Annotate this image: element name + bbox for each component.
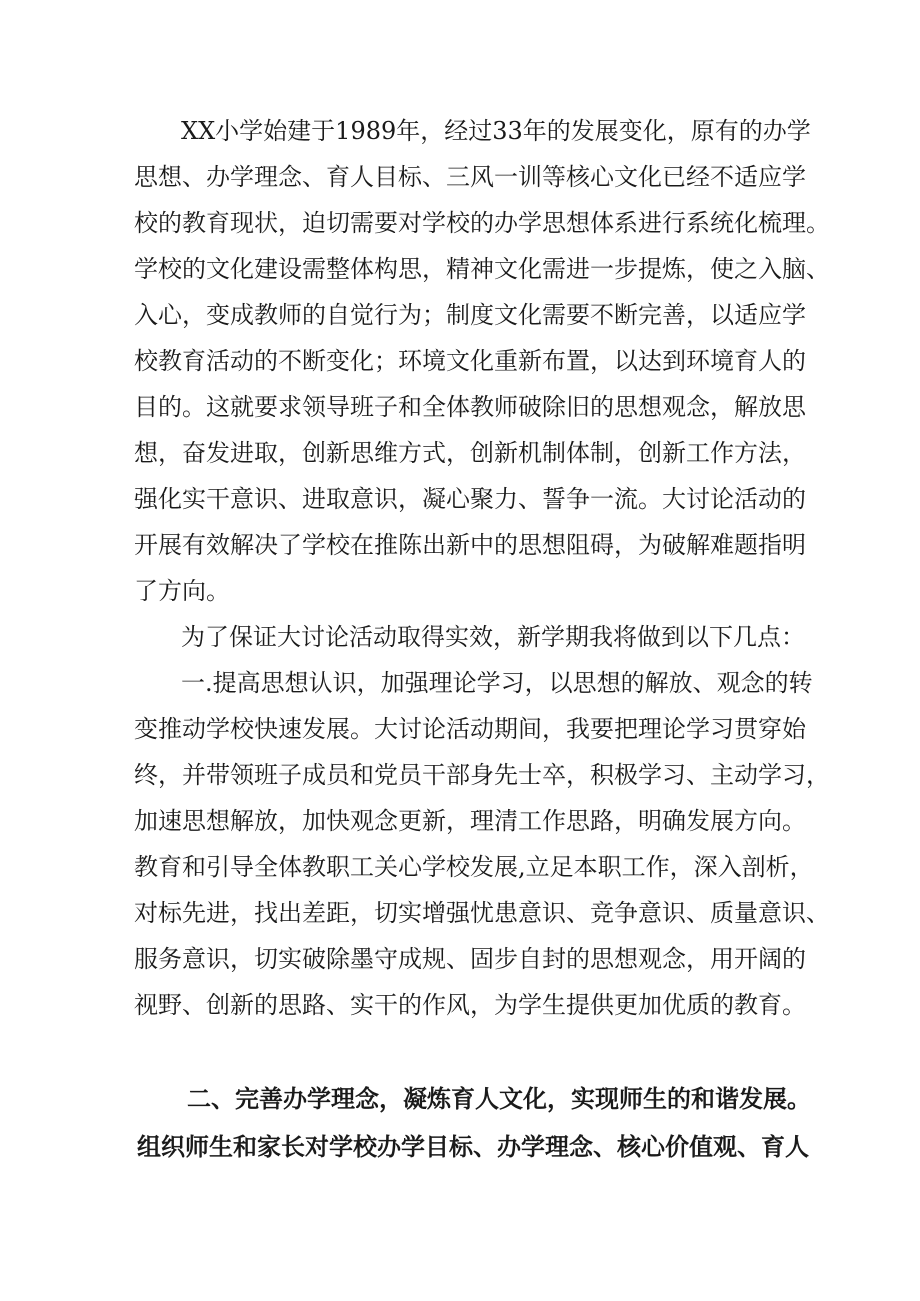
section-heading-2: 二、完善办学理念，凝炼育人文化，实现师生的和谐发展。 [187, 1085, 811, 1113]
paragraph-1-line-10: 开展有效解决了学校在推陈出新中的思想阻碍，为破解难题指明 [134, 531, 806, 559]
paragraph-3-line-6: 对标先进，找出差距，切实增强忧患意识、竞争意识、质量意识、 [134, 899, 830, 927]
paragraph-1-line-9: 强化实干意识、进取意识，凝心聚力、誓争一流。大讨论活动的 [134, 485, 806, 513]
paragraph-2-line-1: 为了保证大讨论活动取得实效，新学期我将做到以下几点： [181, 623, 805, 651]
paragraph-1-line-8: 想，奋发进取，创新思维方式，创新机制体制，创新工作方法， [134, 439, 806, 467]
paragraph-1-line-7: 目的。这就要求领导班子和全体教师破除旧的思想观念，解放思 [134, 393, 806, 421]
paragraph-3-line-3: 终，并带领班子成员和党员干部身先士卒，积极学习、主动学习， [134, 761, 830, 789]
paragraph-3-line-4: 加速思想解放，加快观念更新，理清工作思路，明确发展方向。 [134, 807, 806, 835]
paragraph-1-line-2: 思想、办学理念、育人目标、三风一训等核心文化已经不适应学 [134, 163, 806, 191]
paragraph-1-line-3: 校的教育现状，迫切需要对学校的办学思想体系进行系统化梳理。 [134, 209, 830, 237]
paragraph-1-line-5: 入心，变成教师的自觉行为；制度文化需要不断完善，以适应学 [134, 301, 806, 329]
paragraph-4-line-2: 组织师生和家长对学校办学目标、办学理念、核心价值观、育人 [137, 1133, 809, 1161]
paragraph-3-line-5: 教育和引导全体教职工关心学校发展,立足本职工作，深入剖析， [134, 853, 814, 881]
paragraph-1-line-4: 学校的文化建设需整体构思，精神文化需进一步提炼，使之入脑、 [134, 255, 830, 283]
paragraph-3-line-8: 视野、创新的思路、实干的作风，为学生提供更加优质的教育。 [134, 991, 806, 1019]
paragraph-1-line-6: 校教育活动的不断变化；环境文化重新布置，以达到环境育人的 [134, 347, 806, 375]
paragraph-3-line-2: 变推动学校快速发展。大讨论活动期间，我要把理论学习贯穿始 [134, 715, 806, 743]
paragraph-1-line-1: XX小学始建于1989年，经过33年的发展变化，原有的办学 [181, 117, 811, 145]
paragraph-3-line-7: 服务意识，切实破除墨守成规、固步自封的思想观念，用开阔的 [134, 945, 806, 973]
paragraph-1-line-11: 了方向。 [134, 577, 230, 605]
paragraph-3-line-1: 一.提高思想认识，加强理论学习，以思想的解放、观念的转 [181, 669, 813, 697]
